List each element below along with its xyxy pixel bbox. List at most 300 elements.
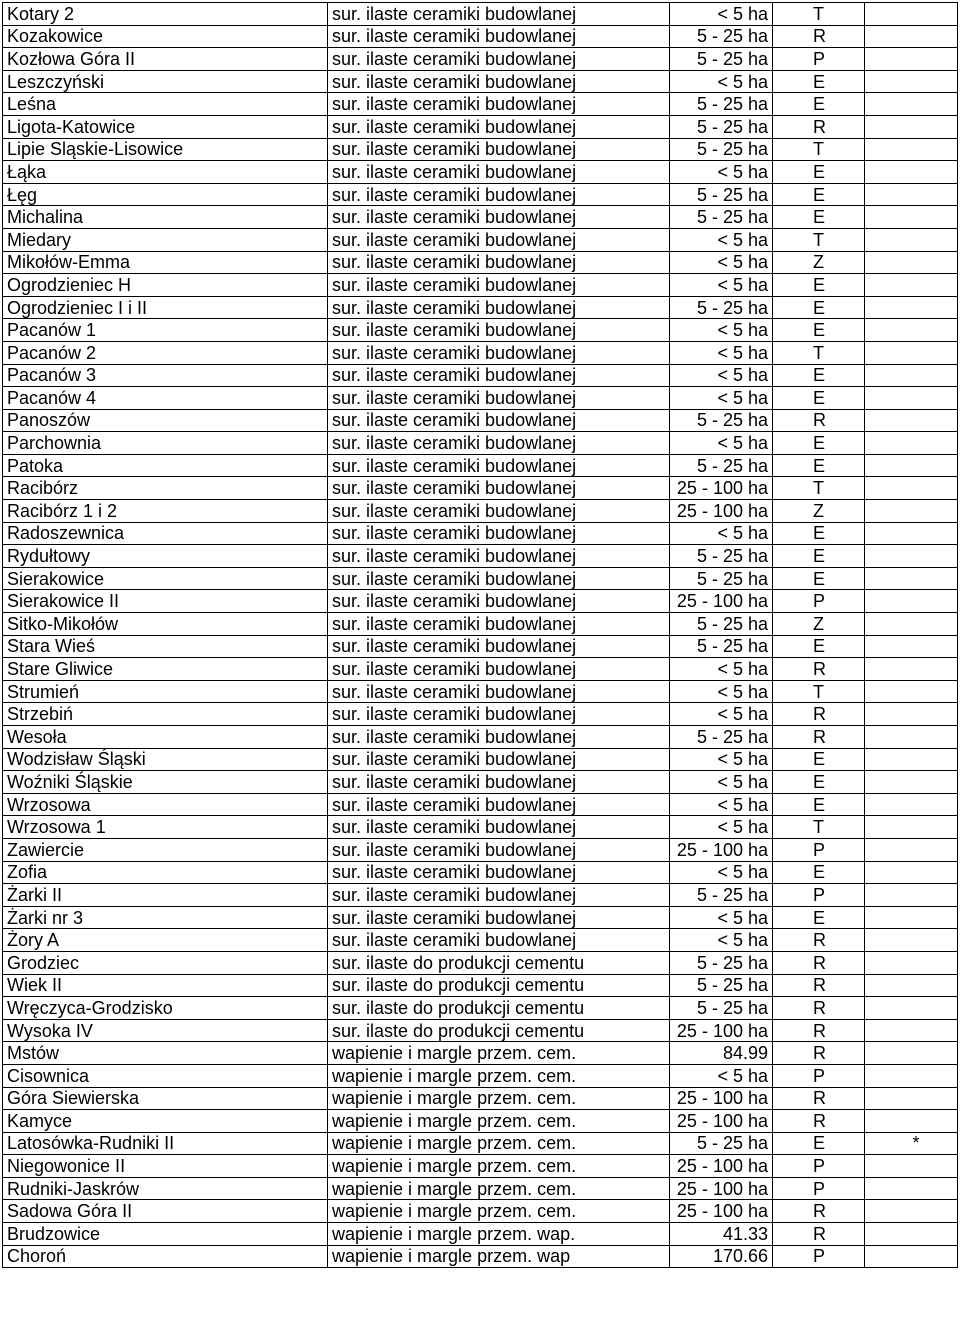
deposit-name-cell: Sadowa Góra II <box>3 1200 328 1223</box>
note-cell <box>865 3 958 26</box>
area-size-cell: 25 - 100 ha <box>670 1177 773 1200</box>
area-size-cell: < 5 ha <box>670 161 773 184</box>
deposit-name-cell: Wysoka IV <box>3 1019 328 1042</box>
area-size-cell: 25 - 100 ha <box>670 1200 773 1223</box>
deposit-name-cell: Parchownia <box>3 432 328 455</box>
deposit-name-cell: Sitko-Mikołów <box>3 613 328 636</box>
category-cell: T <box>773 138 865 161</box>
raw-material-type-cell: sur. ilaste ceramiki budowlanej <box>328 364 670 387</box>
raw-material-type-cell: wapienie i margle przem. cem. <box>328 1042 670 1065</box>
raw-material-type-cell: wapienie i margle przem. wap. <box>328 1223 670 1246</box>
category-cell: E <box>773 454 865 477</box>
category-cell: R <box>773 1019 865 1042</box>
raw-material-type-cell: sur. ilaste ceramiki budowlanej <box>328 296 670 319</box>
table-row <box>3 522 958 545</box>
note-cell <box>865 1245 958 1268</box>
category-cell: E <box>773 522 865 545</box>
area-size-cell: 5 - 25 ha <box>670 1132 773 1155</box>
area-size-cell: < 5 ha <box>670 274 773 297</box>
table-row <box>3 1132 958 1155</box>
note-cell <box>865 1087 958 1110</box>
area-size-cell: 25 - 100 ha <box>670 477 773 500</box>
area-size-cell: 25 - 100 ha <box>670 838 773 861</box>
deposit-name-cell: Miedary <box>3 228 328 251</box>
note-cell <box>865 816 958 839</box>
category-cell: E <box>773 70 865 93</box>
deposit-name-cell: Panoszów <box>3 409 328 432</box>
category-cell: P <box>773 48 865 71</box>
area-size-cell: < 5 ha <box>670 387 773 410</box>
note-cell <box>865 251 958 274</box>
area-size-cell: < 5 ha <box>670 522 773 545</box>
raw-material-type-cell: sur. ilaste ceramiki budowlanej <box>328 861 670 884</box>
note-cell <box>865 974 958 997</box>
note-cell <box>865 93 958 116</box>
category-cell: T <box>773 341 865 364</box>
category-cell: R <box>773 703 865 726</box>
category-cell: T <box>773 477 865 500</box>
category-cell: E <box>773 906 865 929</box>
deposit-name-cell: Kotary 2 <box>3 3 328 26</box>
note-cell <box>865 884 958 907</box>
note-cell <box>865 929 958 952</box>
note-cell <box>865 951 958 974</box>
note-cell <box>865 1064 958 1087</box>
area-size-cell: 5 - 25 ha <box>670 296 773 319</box>
note-cell <box>865 838 958 861</box>
table-row <box>3 816 958 839</box>
raw-material-type-cell: sur. ilaste ceramiki budowlanej <box>328 703 670 726</box>
note-cell <box>865 567 958 590</box>
category-cell: P <box>773 1177 865 1200</box>
table-row <box>3 1177 958 1200</box>
deposit-name-cell: Stare Gliwice <box>3 658 328 681</box>
table-row <box>3 500 958 523</box>
table-row <box>3 409 958 432</box>
area-size-cell: 25 - 100 ha <box>670 590 773 613</box>
area-size-cell: < 5 ha <box>670 251 773 274</box>
note-cell <box>865 906 958 929</box>
table-row <box>3 432 958 455</box>
raw-material-type-cell: sur. ilaste ceramiki budowlanej <box>328 251 670 274</box>
deposit-name-cell: Leśna <box>3 93 328 116</box>
category-cell: T <box>773 680 865 703</box>
note-cell <box>865 771 958 794</box>
raw-material-type-cell: sur. ilaste ceramiki budowlanej <box>328 70 670 93</box>
note-cell <box>865 748 958 771</box>
note-cell <box>865 206 958 229</box>
area-size-cell: 5 - 25 ha <box>670 183 773 206</box>
table-row <box>3 680 958 703</box>
category-cell: P <box>773 838 865 861</box>
raw-material-type-cell: sur. ilaste do produkcji cementu <box>328 1019 670 1042</box>
table-row <box>3 567 958 590</box>
note-cell <box>865 296 958 319</box>
table-row <box>3 1223 958 1246</box>
table-row <box>3 161 958 184</box>
note-cell <box>865 387 958 410</box>
raw-material-type-cell: sur. ilaste ceramiki budowlanej <box>328 206 670 229</box>
area-size-cell: 5 - 25 ha <box>670 25 773 48</box>
area-size-cell: < 5 ha <box>670 771 773 794</box>
deposit-name-cell: Wiek II <box>3 974 328 997</box>
category-cell: P <box>773 1155 865 1178</box>
deposit-name-cell: Żory A <box>3 929 328 952</box>
category-cell: R <box>773 658 865 681</box>
deposit-name-cell: Wręczyca-Grodzisko <box>3 997 328 1020</box>
raw-material-type-cell: sur. ilaste ceramiki budowlanej <box>328 567 670 590</box>
deposit-name-cell: Lipie Sląskie-Lisowice <box>3 138 328 161</box>
table-row <box>3 251 958 274</box>
deposit-name-cell: Żarki II <box>3 884 328 907</box>
table-row <box>3 590 958 613</box>
raw-material-type-cell: sur. ilaste ceramiki budowlanej <box>328 635 670 658</box>
table-row <box>3 138 958 161</box>
area-size-cell: < 5 ha <box>670 793 773 816</box>
area-size-cell: 25 - 100 ha <box>670 1110 773 1133</box>
raw-material-type-cell: sur. ilaste ceramiki budowlanej <box>328 884 670 907</box>
category-cell: Z <box>773 251 865 274</box>
category-cell: T <box>773 816 865 839</box>
raw-material-type-cell: sur. ilaste ceramiki budowlanej <box>328 183 670 206</box>
raw-material-type-cell: wapienie i margle przem. wap <box>328 1245 670 1268</box>
area-size-cell: < 5 ha <box>670 228 773 251</box>
note-cell <box>865 409 958 432</box>
area-size-cell: 25 - 100 ha <box>670 1155 773 1178</box>
table-row <box>3 206 958 229</box>
note-cell <box>865 635 958 658</box>
table-row <box>3 1245 958 1268</box>
category-cell: E <box>773 319 865 342</box>
raw-material-type-cell: sur. ilaste ceramiki budowlanej <box>328 748 670 771</box>
table-row <box>3 477 958 500</box>
area-size-cell: 5 - 25 ha <box>670 726 773 749</box>
area-size-cell: 25 - 100 ha <box>670 1087 773 1110</box>
note-cell <box>865 341 958 364</box>
deposit-name-cell: Zofia <box>3 861 328 884</box>
deposit-name-cell: Stara Wieś <box>3 635 328 658</box>
category-cell: E <box>773 635 865 658</box>
table-row <box>3 341 958 364</box>
note-cell <box>865 115 958 138</box>
deposit-name-cell: Racibórz <box>3 477 328 500</box>
category-cell: E <box>773 183 865 206</box>
raw-material-type-cell: sur. ilaste ceramiki budowlanej <box>328 319 670 342</box>
category-cell: E <box>773 364 865 387</box>
deposit-name-cell: Cisownica <box>3 1064 328 1087</box>
table-row <box>3 906 958 929</box>
raw-material-type-cell: sur. ilaste ceramiki budowlanej <box>328 115 670 138</box>
category-cell: E <box>773 296 865 319</box>
deposit-name-cell: Patoka <box>3 454 328 477</box>
raw-material-type-cell: sur. ilaste ceramiki budowlanej <box>328 906 670 929</box>
area-size-cell: 5 - 25 ha <box>670 635 773 658</box>
raw-material-type-cell: wapienie i margle przem. cem. <box>328 1064 670 1087</box>
table-row <box>3 319 958 342</box>
raw-material-type-cell: wapienie i margle przem. cem. <box>328 1110 670 1133</box>
category-cell: Z <box>773 613 865 636</box>
table-row <box>3 296 958 319</box>
deposit-name-cell: Góra Siewierska <box>3 1087 328 1110</box>
category-cell: P <box>773 1245 865 1268</box>
note-cell <box>865 183 958 206</box>
table-row <box>3 974 958 997</box>
category-cell: E <box>773 387 865 410</box>
category-cell: R <box>773 25 865 48</box>
table-row <box>3 1155 958 1178</box>
area-size-cell: 5 - 25 ha <box>670 884 773 907</box>
raw-material-type-cell: sur. ilaste ceramiki budowlanej <box>328 793 670 816</box>
deposit-name-cell: Rudniki-Jaskrów <box>3 1177 328 1200</box>
note-cell <box>865 432 958 455</box>
note-cell <box>865 658 958 681</box>
note-cell <box>865 997 958 1020</box>
table-row <box>3 997 958 1020</box>
area-size-cell: 5 - 25 ha <box>670 206 773 229</box>
area-size-cell: < 5 ha <box>670 861 773 884</box>
category-cell: R <box>773 974 865 997</box>
note-cell <box>865 161 958 184</box>
table-row <box>3 70 958 93</box>
raw-material-type-cell: sur. ilaste ceramiki budowlanej <box>328 500 670 523</box>
table-row <box>3 274 958 297</box>
note-cell <box>865 680 958 703</box>
category-cell: R <box>773 726 865 749</box>
table-row <box>3 658 958 681</box>
table-row <box>3 364 958 387</box>
table-row <box>3 635 958 658</box>
raw-material-type-cell: sur. ilaste do produkcji cementu <box>328 974 670 997</box>
deposit-name-cell: Kamyce <box>3 1110 328 1133</box>
deposit-name-cell: Kozakowice <box>3 25 328 48</box>
note-cell <box>865 1019 958 1042</box>
category-cell: E <box>773 771 865 794</box>
category-cell: E <box>773 432 865 455</box>
deposit-name-cell: Racibórz 1 i 2 <box>3 500 328 523</box>
area-size-cell: < 5 ha <box>670 929 773 952</box>
category-cell: R <box>773 1042 865 1065</box>
area-size-cell: < 5 ha <box>670 658 773 681</box>
note-cell <box>865 1155 958 1178</box>
table-row <box>3 1110 958 1133</box>
note-cell <box>865 1177 958 1200</box>
raw-material-type-cell: sur. ilaste ceramiki budowlanej <box>328 274 670 297</box>
category-cell: R <box>773 997 865 1020</box>
category-cell: E <box>773 274 865 297</box>
area-size-cell: 84.99 <box>670 1042 773 1065</box>
deposits-table <box>2 2 958 1268</box>
deposit-name-cell: Wrzosowa 1 <box>3 816 328 839</box>
area-size-cell: 25 - 100 ha <box>670 500 773 523</box>
table-row <box>3 1087 958 1110</box>
raw-material-type-cell: sur. ilaste ceramiki budowlanej <box>328 341 670 364</box>
table-row <box>3 748 958 771</box>
area-size-cell: 41.33 <box>670 1223 773 1246</box>
area-size-cell: < 5 ha <box>670 703 773 726</box>
raw-material-type-cell: sur. ilaste ceramiki budowlanej <box>328 771 670 794</box>
deposit-name-cell: Mikołów-Emma <box>3 251 328 274</box>
deposit-name-cell: Grodziec <box>3 951 328 974</box>
raw-material-type-cell: sur. ilaste ceramiki budowlanej <box>328 454 670 477</box>
deposit-name-cell: Ogrodzieniec H <box>3 274 328 297</box>
deposit-name-cell: Pacanów 3 <box>3 364 328 387</box>
area-size-cell: < 5 ha <box>670 364 773 387</box>
table-row <box>3 793 958 816</box>
raw-material-type-cell: sur. ilaste ceramiki budowlanej <box>328 228 670 251</box>
note-cell <box>865 274 958 297</box>
table-row <box>3 861 958 884</box>
deposit-name-cell: Choroń <box>3 1245 328 1268</box>
area-size-cell: 5 - 25 ha <box>670 974 773 997</box>
area-size-cell: < 5 ha <box>670 816 773 839</box>
raw-material-type-cell: sur. ilaste ceramiki budowlanej <box>328 48 670 71</box>
note-cell <box>865 545 958 568</box>
raw-material-type-cell: wapienie i margle przem. cem. <box>328 1087 670 1110</box>
table-row <box>3 613 958 636</box>
table-row <box>3 228 958 251</box>
table-row <box>3 48 958 71</box>
area-size-cell: < 5 ha <box>670 1064 773 1087</box>
raw-material-type-cell: sur. ilaste ceramiki budowlanej <box>328 658 670 681</box>
raw-material-type-cell: sur. ilaste ceramiki budowlanej <box>328 477 670 500</box>
category-cell: R <box>773 1110 865 1133</box>
table-row <box>3 771 958 794</box>
note-cell <box>865 522 958 545</box>
raw-material-type-cell: sur. ilaste do produkcji cementu <box>328 951 670 974</box>
deposit-name-cell: Żarki nr 3 <box>3 906 328 929</box>
note-cell <box>865 48 958 71</box>
note-cell <box>865 25 958 48</box>
note-cell <box>865 1200 958 1223</box>
deposit-name-cell: Pacanów 2 <box>3 341 328 364</box>
deposit-name-cell: Latosówka-Rudniki II <box>3 1132 328 1155</box>
area-size-cell: 5 - 25 ha <box>670 567 773 590</box>
area-size-cell: 5 - 25 ha <box>670 997 773 1020</box>
note-cell <box>865 1042 958 1065</box>
deposits-table-body <box>3 3 958 1268</box>
area-size-cell: 5 - 25 ha <box>670 951 773 974</box>
category-cell: E <box>773 1132 865 1155</box>
area-size-cell: 5 - 25 ha <box>670 138 773 161</box>
category-cell: Z <box>773 500 865 523</box>
area-size-cell: 5 - 25 ha <box>670 115 773 138</box>
table-row <box>3 929 958 952</box>
note-cell <box>865 138 958 161</box>
raw-material-type-cell: wapienie i margle przem. cem. <box>328 1155 670 1178</box>
area-size-cell: < 5 ha <box>670 70 773 93</box>
area-size-cell: 5 - 25 ha <box>670 613 773 636</box>
category-cell: R <box>773 1200 865 1223</box>
raw-material-type-cell: sur. ilaste ceramiki budowlanej <box>328 816 670 839</box>
deposit-name-cell: Łąka <box>3 161 328 184</box>
note-cell <box>865 726 958 749</box>
deposit-name-cell: Łęg <box>3 183 328 206</box>
note-cell <box>865 477 958 500</box>
note-cell <box>865 70 958 93</box>
table-row <box>3 703 958 726</box>
table-row <box>3 545 958 568</box>
raw-material-type-cell: sur. ilaste do produkcji cementu <box>328 997 670 1020</box>
category-cell: E <box>773 93 865 116</box>
category-cell: E <box>773 161 865 184</box>
deposit-name-cell: Ligota-Katowice <box>3 115 328 138</box>
category-cell: R <box>773 951 865 974</box>
area-size-cell: < 5 ha <box>670 432 773 455</box>
raw-material-type-cell: wapienie i margle przem. cem. <box>328 1132 670 1155</box>
raw-material-type-cell: sur. ilaste ceramiki budowlanej <box>328 3 670 26</box>
table-row <box>3 1200 958 1223</box>
raw-material-type-cell: wapienie i margle przem. cem. <box>328 1200 670 1223</box>
note-cell: * <box>865 1132 958 1155</box>
table-row <box>3 115 958 138</box>
table-row <box>3 726 958 749</box>
raw-material-type-cell: sur. ilaste ceramiki budowlanej <box>328 138 670 161</box>
deposit-name-cell: Strzebiń <box>3 703 328 726</box>
category-cell: R <box>773 929 865 952</box>
raw-material-type-cell: sur. ilaste ceramiki budowlanej <box>328 161 670 184</box>
note-cell <box>865 703 958 726</box>
area-size-cell: < 5 ha <box>670 680 773 703</box>
raw-material-type-cell: sur. ilaste ceramiki budowlanej <box>328 25 670 48</box>
table-row <box>3 1064 958 1087</box>
deposit-name-cell: Leszczyński <box>3 70 328 93</box>
deposit-name-cell: Strumień <box>3 680 328 703</box>
area-size-cell: < 5 ha <box>670 748 773 771</box>
deposit-name-cell: Brudzowice <box>3 1223 328 1246</box>
area-size-cell: < 5 ha <box>670 906 773 929</box>
category-cell: E <box>773 206 865 229</box>
raw-material-type-cell: sur. ilaste ceramiki budowlanej <box>328 522 670 545</box>
category-cell: R <box>773 409 865 432</box>
area-size-cell: 5 - 25 ha <box>670 454 773 477</box>
area-size-cell: 5 - 25 ha <box>670 93 773 116</box>
table-row <box>3 25 958 48</box>
area-size-cell: 170.66 <box>670 1245 773 1268</box>
area-size-cell: 5 - 25 ha <box>670 409 773 432</box>
raw-material-type-cell: sur. ilaste ceramiki budowlanej <box>328 545 670 568</box>
category-cell: E <box>773 748 865 771</box>
area-size-cell: < 5 ha <box>670 319 773 342</box>
area-size-cell: 25 - 100 ha <box>670 1019 773 1042</box>
note-cell <box>865 590 958 613</box>
note-cell <box>865 793 958 816</box>
table-row <box>3 454 958 477</box>
deposit-name-cell: Ogrodzieniec I i II <box>3 296 328 319</box>
deposit-name-cell: Michalina <box>3 206 328 229</box>
table-row <box>3 1019 958 1042</box>
note-cell <box>865 1110 958 1133</box>
raw-material-type-cell: sur. ilaste ceramiki budowlanej <box>328 838 670 861</box>
category-cell: T <box>773 3 865 26</box>
category-cell: R <box>773 1223 865 1246</box>
category-cell: R <box>773 115 865 138</box>
table-row <box>3 3 958 26</box>
deposit-name-cell: Rydułtowy <box>3 545 328 568</box>
raw-material-type-cell: sur. ilaste ceramiki budowlanej <box>328 726 670 749</box>
note-cell <box>865 1223 958 1246</box>
table-row <box>3 838 958 861</box>
deposit-name-cell: Niegowonice II <box>3 1155 328 1178</box>
deposit-name-cell: Radoszewnica <box>3 522 328 545</box>
deposit-name-cell: Wesoła <box>3 726 328 749</box>
deposit-name-cell: Sierakowice <box>3 567 328 590</box>
category-cell: E <box>773 545 865 568</box>
area-size-cell: 5 - 25 ha <box>670 48 773 71</box>
table-row <box>3 884 958 907</box>
deposit-name-cell: Wrzosowa <box>3 793 328 816</box>
table-row <box>3 183 958 206</box>
category-cell: E <box>773 793 865 816</box>
